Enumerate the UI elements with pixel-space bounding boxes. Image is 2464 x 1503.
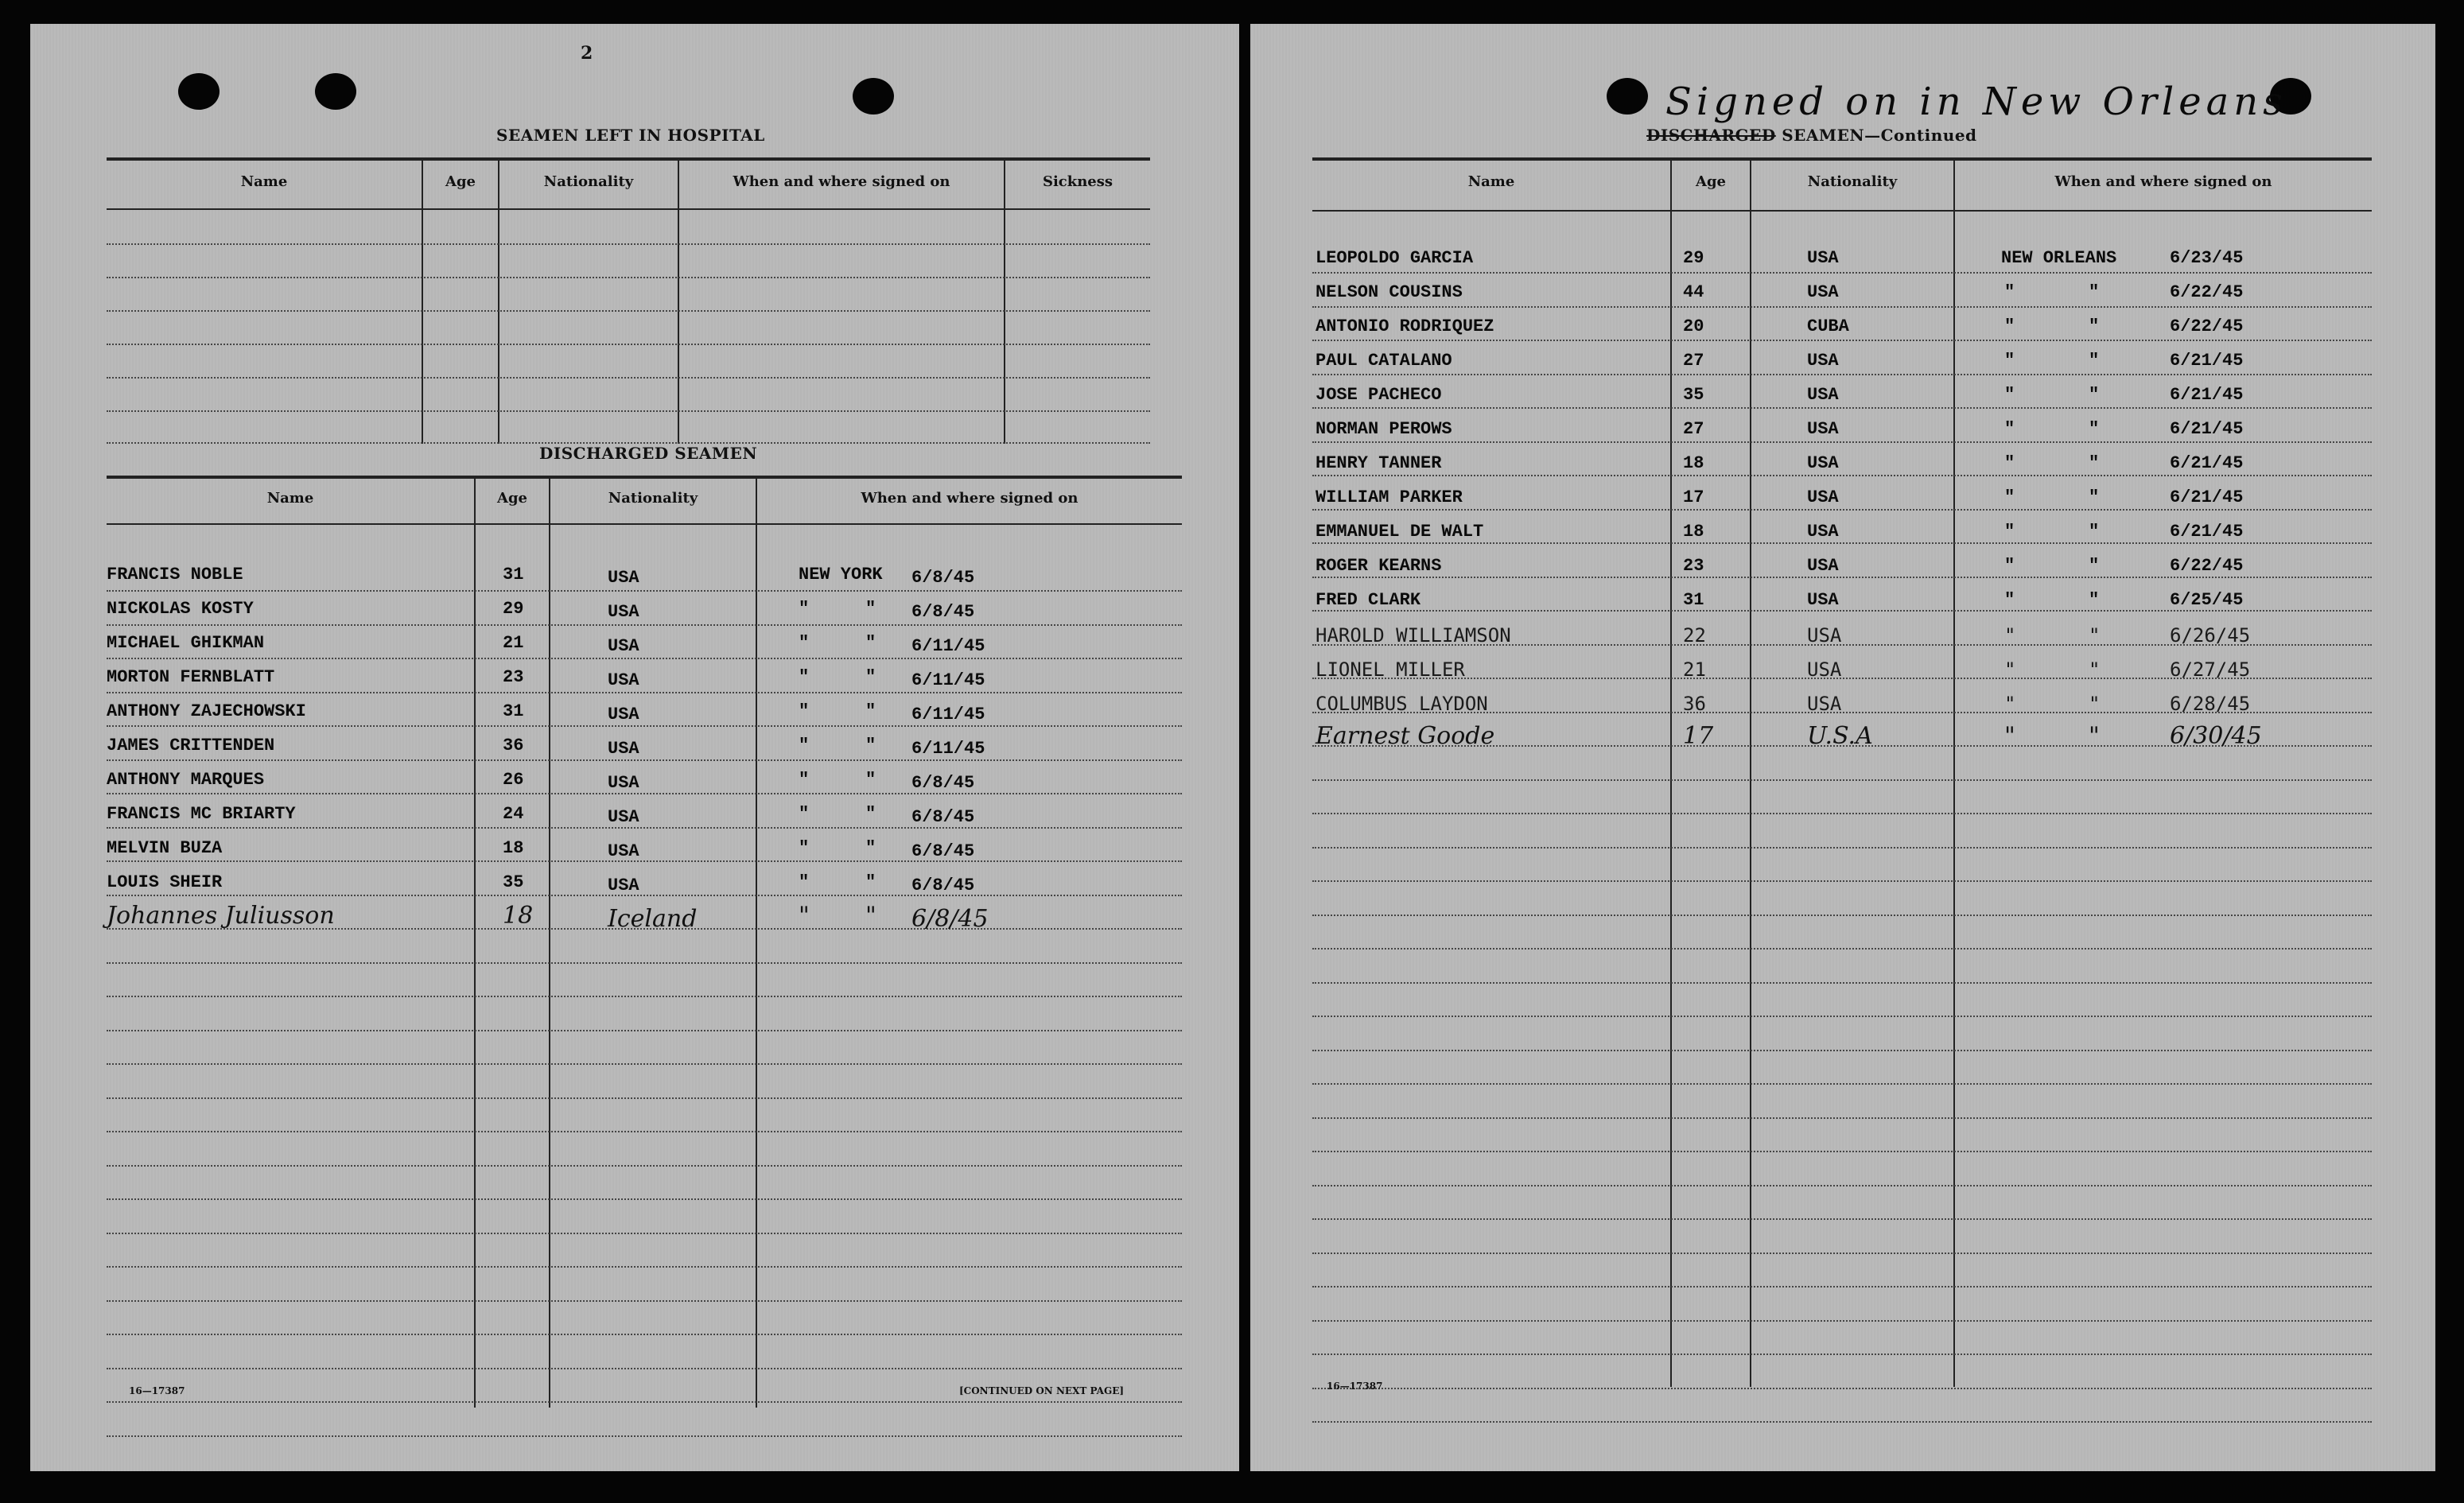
signed-on-ditto: " — [865, 667, 876, 687]
crew-age: 18 — [1683, 453, 1704, 473]
crew-age: 23 — [1683, 556, 1704, 576]
signed-on-place: " — [799, 633, 810, 653]
crew-name: ANTHONY MARQUES — [107, 770, 265, 790]
signed-on-ditto: " — [865, 599, 876, 619]
crew-nationality: USA — [1807, 453, 1839, 473]
signed-on-ditto: " — [2089, 282, 2100, 302]
crew-age: 18 — [1683, 522, 1704, 542]
ruled-line — [1312, 982, 2372, 984]
ruled-line — [1312, 1388, 2372, 1389]
signed-on-ditto: " — [2089, 351, 2100, 371]
ruled-line — [107, 1198, 1182, 1200]
signed-on-place: " — [2004, 419, 2015, 439]
crew-name: FRANCIS NOBLE — [107, 565, 243, 584]
crew-nationality: USA — [1807, 624, 1842, 647]
ruled-line — [107, 1435, 1182, 1437]
crew-age: 29 — [503, 599, 524, 619]
crew-age: 35 — [1683, 385, 1704, 405]
crew-name: FRANCIS MC BRIARTY — [107, 804, 296, 824]
signed-on-ditto: " — [2089, 556, 2100, 576]
right-page — [1250, 24, 2435, 1471]
ruled-line — [1312, 779, 2372, 781]
signed-on-place: " — [2004, 722, 2015, 750]
punch-hole — [178, 73, 220, 110]
signed-on-ditto: " — [865, 902, 876, 930]
signed-on-place: " — [799, 736, 810, 755]
ruled-line — [107, 624, 1182, 626]
signed-on-place: " — [2004, 624, 2016, 647]
crew-nationality: U.S.A — [1807, 722, 1873, 750]
signed-on-ditto: " — [865, 736, 876, 755]
signed-on-place: NEW ORLEANS — [2001, 248, 2117, 268]
crew-nationality: USA — [608, 636, 639, 656]
signed-on-date: 6/11/45 — [911, 739, 985, 759]
col-header-signed-on: When and where signed on — [2054, 173, 2272, 190]
ruled-line — [1312, 1117, 2372, 1119]
signed-on-ditto: " — [2089, 590, 2100, 610]
signed-on-place: " — [2004, 385, 2015, 405]
signed-on-ditto: " — [2089, 522, 2100, 542]
signed-on-place: NEW YORK — [799, 565, 883, 584]
signed-on-date: 6/11/45 — [911, 636, 985, 656]
ruled-line — [107, 1368, 1182, 1369]
crew-name: NICKOLAS KOSTY — [107, 599, 254, 619]
crew-age: 17 — [1683, 722, 1714, 750]
crew-nationality: USA — [608, 773, 639, 793]
signed-on-date: 6/11/45 — [911, 670, 985, 690]
signed-on-place: " — [2004, 317, 2015, 336]
crew-age: 24 — [503, 804, 524, 824]
signed-on-place: " — [2004, 522, 2015, 542]
signed-on-ditto: " — [2089, 317, 2100, 336]
ruled-line — [1312, 915, 2372, 916]
struck-word: DISCHARGED — [1646, 126, 1776, 145]
crew-nationality: USA — [1807, 693, 1842, 715]
col-header-name: Name — [266, 490, 314, 507]
crew-age: 29 — [1683, 248, 1704, 268]
signed-on-date: 6/25/45 — [2170, 590, 2244, 610]
col-header-nationality: Nationality — [1807, 173, 1898, 190]
col-header-nationality: Nationality — [608, 490, 698, 507]
ruled-line — [1312, 948, 2372, 950]
crew-age: 36 — [503, 736, 524, 755]
form-number: 16—17387 — [1327, 1381, 1383, 1392]
signed-on-place: " — [799, 667, 810, 687]
signed-on-ditto: " — [865, 633, 876, 653]
ruled-line — [1312, 880, 2372, 882]
ruled-line — [1312, 1286, 2372, 1287]
signed-on-date: 6/27/45 — [2170, 658, 2251, 681]
ruled-line — [107, 725, 1182, 727]
signed-on-date: 6/21/45 — [2170, 351, 2244, 371]
crew-nationality: Iceland — [608, 905, 698, 933]
signed-on-date: 6/8/45 — [911, 841, 975, 861]
signed-on-place: " — [799, 804, 810, 824]
ruled-line — [107, 1131, 1182, 1132]
crew-nationality: USA — [1807, 419, 1839, 439]
ruled-line — [1312, 1050, 2372, 1051]
signed-on-place: " — [799, 701, 810, 721]
crew-name: NELSON COUSINS — [1316, 282, 1463, 302]
continued-note: [CONTINUED ON NEXT PAGE] — [959, 1385, 1125, 1396]
ruled-line — [1312, 1320, 2372, 1322]
signed-on-ditto: " — [2089, 419, 2100, 439]
crew-name: LOUIS SHEIR — [107, 872, 223, 892]
ruled-line — [107, 1233, 1182, 1234]
signed-on-date: 6/21/45 — [2170, 453, 2244, 473]
ruled-line — [107, 1097, 1182, 1099]
crew-age: 27 — [1683, 351, 1704, 371]
ruled-line — [1312, 306, 2372, 308]
ruled-line — [1312, 1252, 2372, 1254]
signed-on-date: 6/8/45 — [911, 773, 975, 793]
signed-on-date: 6/8/45 — [911, 602, 975, 622]
ruled-line — [107, 827, 1182, 829]
punch-hole — [315, 73, 356, 110]
signed-on-place: " — [2004, 282, 2015, 302]
signed-on-date: 6/26/45 — [2170, 624, 2251, 647]
ruled-line — [1312, 847, 2372, 849]
ruled-line — [107, 1030, 1182, 1031]
signed-on-place: " — [799, 872, 810, 892]
signed-on-place: " — [799, 770, 810, 790]
signed-on-date: 6/30/45 — [2170, 722, 2262, 750]
signed-on-place: " — [2004, 693, 2016, 715]
ruled-line — [1312, 1151, 2372, 1152]
punch-hole — [853, 78, 894, 115]
col-header-name: Name — [1467, 173, 1515, 190]
ruled-line — [1312, 1218, 2372, 1220]
crew-name: MORTON FERNBLATT — [107, 667, 275, 687]
ruled-line — [1312, 340, 2372, 341]
crew-age: 18 — [503, 902, 534, 930]
form-number: 16—17387 — [129, 1385, 185, 1396]
ruled-line — [1312, 813, 2372, 814]
crew-nationality: USA — [608, 602, 639, 622]
crew-name: MELVIN BUZA — [107, 838, 223, 858]
ruled-line — [1312, 1421, 2372, 1423]
crew-name: NORMAN PEROWS — [1316, 419, 1452, 439]
page-number: 2 — [581, 43, 593, 64]
crew-nationality: USA — [1807, 658, 1842, 681]
col-header-nationality: Nationality — [543, 173, 634, 190]
title-rest: SEAMEN—Continued — [1775, 126, 1977, 145]
ruled-line — [107, 1300, 1182, 1302]
crew-age: 35 — [503, 872, 524, 892]
crew-age: 21 — [503, 633, 524, 653]
signed-on-date: 6/22/45 — [2170, 317, 2244, 336]
signed-on-ditto: " — [2089, 624, 2101, 647]
crew-nationality: USA — [608, 705, 639, 724]
ruled-line — [1312, 577, 2372, 578]
col-header-age: Age — [496, 490, 527, 507]
signed-on-date: 6/8/45 — [911, 807, 975, 827]
crew-age: 27 — [1683, 419, 1704, 439]
ruled-line — [107, 1266, 1182, 1268]
ruled-line — [1312, 374, 2372, 375]
ruled-line — [1312, 407, 2372, 409]
signed-on-date: 6/22/45 — [2170, 282, 2244, 302]
ruled-line — [107, 692, 1182, 693]
crew-name: JOSE PACHECO — [1316, 385, 1442, 405]
signed-on-ditto: " — [865, 701, 876, 721]
ruled-line — [1312, 1016, 2372, 1017]
ruled-line — [1312, 1083, 2372, 1085]
crew-nationality: USA — [1807, 487, 1839, 507]
hospital-section-title: SEAMEN LEFT IN HOSPITAL — [496, 126, 765, 145]
ruled-line — [1312, 1353, 2372, 1355]
left-page — [30, 24, 1239, 1471]
crew-name: Johannes Juliusson — [107, 902, 335, 930]
crew-age: 36 — [1683, 693, 1706, 715]
ruled-line — [1312, 441, 2372, 443]
signed-on-date: 6/21/45 — [2170, 522, 2244, 542]
crew-name: HENRY TANNER — [1316, 453, 1442, 473]
col-header-signed-on: When and where signed on — [861, 490, 1078, 507]
signed-on-place: " — [2004, 453, 2015, 473]
crew-name: EMMANUEL DE WALT — [1316, 522, 1484, 542]
signed-on-ditto: " — [865, 804, 876, 824]
signed-on-date: 6/8/45 — [911, 876, 975, 895]
handwritten-note: Signed on in New Orleans — [1665, 80, 2287, 124]
signed-on-date: 6/21/45 — [2170, 385, 2244, 405]
crew-name: LEOPOLDO GARCIA — [1316, 248, 1474, 268]
ruled-line — [1312, 509, 2372, 511]
signed-on-ditto: " — [865, 770, 876, 790]
ruled-line — [107, 962, 1182, 964]
crew-name: JAMES CRITTENDEN — [107, 736, 275, 755]
signed-on-date: 6/21/45 — [2170, 487, 2244, 507]
signed-on-place: " — [2004, 590, 2015, 610]
signed-on-place: " — [2004, 487, 2015, 507]
ruled-line — [107, 658, 1182, 659]
ruled-line — [107, 1401, 1182, 1403]
signed-on-place: " — [2004, 658, 2016, 681]
crew-nationality: USA — [608, 807, 639, 827]
crew-nationality: USA — [1807, 248, 1839, 268]
signed-on-place: " — [2004, 351, 2015, 371]
ruled-line — [107, 895, 1182, 896]
crew-name: ANTHONY ZAJECHOWSKI — [107, 701, 306, 721]
ruled-line — [107, 590, 1182, 592]
signed-on-date: 6/11/45 — [911, 705, 985, 724]
col-header-signed-on: When and where signed on — [733, 173, 950, 190]
col-header-age: Age — [445, 173, 476, 190]
crew-name: WILLIAM PARKER — [1316, 487, 1463, 507]
discharged-section-title: DISCHARGED SEAMEN — [539, 444, 758, 463]
ruled-line — [107, 996, 1182, 997]
crew-age: 18 — [503, 838, 524, 858]
crew-nationality: USA — [608, 876, 639, 895]
crew-name: Earnest Goode — [1316, 722, 1495, 750]
signed-on-date: 6/22/45 — [2170, 556, 2244, 576]
crew-age: 20 — [1683, 317, 1704, 336]
crew-name: MICHAEL GHIKMAN — [107, 633, 265, 653]
signed-on-date: 6/23/45 — [2170, 248, 2244, 268]
ruled-line — [107, 793, 1182, 794]
crew-nationality: USA — [1807, 385, 1839, 405]
crew-name: PAUL CATALANO — [1316, 351, 1452, 371]
crew-nationality: USA — [1807, 556, 1839, 576]
crew-age: 21 — [1683, 658, 1706, 681]
ruled-line — [1312, 272, 2372, 274]
ruled-line — [107, 860, 1182, 862]
ruled-line — [1312, 610, 2372, 612]
signed-on-ditto: " — [2089, 487, 2100, 507]
crew-age: 44 — [1683, 282, 1704, 302]
crew-nationality: CUBA — [1807, 317, 1849, 336]
signed-on-place: " — [2004, 556, 2015, 576]
crew-nationality: USA — [608, 568, 639, 588]
signed-on-ditto: " — [2089, 693, 2101, 715]
crew-name: FRED CLARK — [1316, 590, 1421, 610]
crew-age: 17 — [1683, 487, 1704, 507]
crew-name: ANTONIO RODRIQUEZ — [1316, 317, 1494, 336]
ruled-line — [107, 1334, 1182, 1335]
crew-age: 22 — [1683, 624, 1706, 647]
crew-nationality: USA — [608, 841, 639, 861]
signed-on-date: 6/28/45 — [2170, 693, 2251, 715]
ruled-line — [1312, 1185, 2372, 1186]
crew-name: LIONEL MILLER — [1316, 658, 1465, 681]
crew-age: 31 — [1683, 590, 1704, 610]
crew-nationality: USA — [1807, 522, 1839, 542]
discharged-continued-title — [1646, 126, 1977, 145]
signed-on-ditto: " — [2089, 385, 2100, 405]
signed-on-date: 6/8/45 — [911, 568, 975, 588]
ruled-line — [107, 759, 1182, 761]
col-header-age: Age — [1695, 173, 1726, 190]
signed-on-ditto: " — [2089, 453, 2100, 473]
crew-age: 26 — [503, 770, 524, 790]
signed-on-ditto: " — [865, 872, 876, 892]
ruled-line — [107, 1165, 1182, 1167]
signed-on-place: " — [799, 599, 810, 619]
crew-age: 31 — [503, 565, 524, 584]
ruled-line — [1312, 542, 2372, 544]
col-header-name: Name — [240, 173, 288, 190]
signed-on-date: 6/21/45 — [2170, 419, 2244, 439]
crew-name: ROGER KEARNS — [1316, 556, 1442, 576]
signed-on-place: " — [799, 902, 810, 930]
signed-on-place: " — [799, 838, 810, 858]
ruled-line — [1312, 475, 2372, 476]
signed-on-ditto: " — [865, 838, 876, 858]
crew-nationality: USA — [608, 739, 639, 759]
col-header-sickness: Sickness — [1042, 173, 1113, 190]
crew-age: 23 — [503, 667, 524, 687]
crew-name: COLUMBUS LAYDON — [1316, 693, 1488, 715]
crew-nationality: USA — [1807, 351, 1839, 371]
crew-nationality: USA — [1807, 282, 1839, 302]
signed-on-ditto: " — [2089, 658, 2101, 681]
crew-age: 31 — [503, 701, 524, 721]
signed-on-date: 6/8/45 — [911, 905, 989, 933]
crew-nationality: USA — [1807, 590, 1839, 610]
signed-on-ditto: " — [2089, 722, 2100, 750]
crew-name: HAROLD WILLIAMSON — [1316, 624, 1511, 647]
ruled-line — [107, 1063, 1182, 1065]
crew-nationality: USA — [608, 670, 639, 690]
